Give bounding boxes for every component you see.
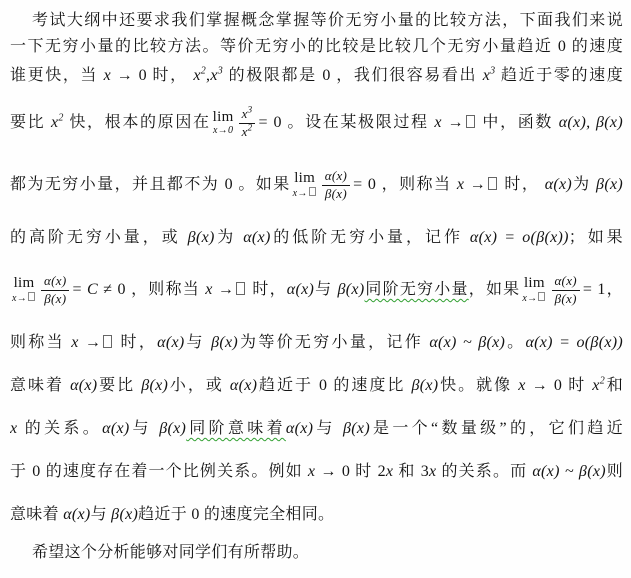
math-variable: α(x) [324, 167, 348, 183]
text-run: 时， [247, 281, 287, 298]
math-text: 3 [420, 463, 429, 480]
math-variable: x [518, 377, 526, 394]
text-run: 趋近于 [257, 377, 320, 394]
fraction-denominator [41, 290, 69, 307]
limit-subscript: x→ [293, 187, 317, 199]
limit-subscript: x→0 [212, 125, 234, 137]
math-text: 2 [377, 463, 386, 480]
text-run: 时， [498, 176, 545, 193]
limit-word: lim [212, 109, 234, 126]
text-run: 一下无穷小量的比较方法。等价无穷小的比较是比较几个无穷小量趋近 [10, 38, 558, 55]
math-text: → [213, 281, 248, 298]
text-line-4 [10, 92, 623, 154]
math-variable: x [103, 67, 112, 84]
text-run: 的速度完全相同。 [199, 506, 335, 523]
math-text: → [464, 176, 499, 193]
math-variable: β(x) [159, 420, 187, 437]
text-run: 与 [90, 506, 112, 523]
superscript-exponent: 3 [247, 104, 253, 115]
text-line-11 [10, 450, 623, 493]
text-run: 则 [605, 463, 623, 480]
math-variable: β(x) [554, 290, 577, 306]
text-run: 的关系。 [17, 420, 103, 437]
math-variable: β(x) [111, 506, 139, 523]
text-run: 意味着 [10, 506, 64, 523]
text-run: 则称当 [10, 334, 72, 351]
text-run: 时 [562, 377, 593, 394]
math-variable: α(x) [286, 281, 315, 298]
text-run: 趋近于 [138, 506, 192, 523]
fraction [551, 274, 579, 307]
fraction [322, 169, 350, 202]
text-run: ，则称当 [125, 281, 206, 298]
text-line-8 [10, 321, 623, 364]
limit-operator [213, 110, 234, 136]
math-power: $x^3$ [482, 65, 496, 84]
math-text: 0 [32, 463, 41, 480]
text-run: 与 [129, 420, 160, 437]
math-variable: α(x) [70, 377, 98, 394]
text-run: 与 [313, 420, 344, 437]
text-run: 快，根本的原因在 [63, 114, 211, 131]
limit-word: lim [523, 275, 545, 292]
text-run: 趋近于零的速度 [495, 67, 623, 84]
text-line-12 [10, 493, 623, 536]
math-variable: α(x) [544, 176, 573, 193]
superscript-exponent: 2 [58, 112, 64, 124]
fraction-denominator [552, 290, 580, 307]
math-text: = 0 [258, 114, 282, 131]
math-variable: x [434, 114, 442, 131]
text-line-6 [10, 216, 623, 259]
math-text: , [206, 67, 211, 84]
text-run: 希望这个分析能够对同学们有所帮助。 [32, 544, 310, 561]
math-power: $x^2$ [50, 112, 64, 131]
fraction-numerator [41, 274, 69, 290]
text-run: 是一个“数量级”的，它们趋近 [369, 420, 623, 437]
limit-operator [12, 276, 36, 304]
text-line-13 [10, 536, 623, 574]
math-variable: β(x) [324, 185, 347, 201]
text-run: 快。就像 [438, 377, 519, 394]
text-run: 的极限都是 [223, 67, 323, 84]
math-text: 0 [322, 67, 331, 84]
missing-glyph-box [538, 292, 545, 301]
math-text: = 1 [582, 281, 606, 298]
text-line-7 [10, 259, 623, 321]
text-run: 考试大纲中还要求我们掌握概念掌握等价无穷小量的比较方法，下面我们来说 [32, 12, 623, 29]
math-variable: α(x) [157, 334, 185, 351]
math-variable: β(x) [141, 377, 169, 394]
math-power: $x^2$ [592, 375, 605, 394]
grammar-squiggle-text: 同阶无穷小量 [364, 281, 469, 298]
superscript-exponent: 2 [247, 122, 253, 133]
text-run: ，则称当 [376, 176, 457, 193]
math-variable: β(x) [596, 176, 623, 193]
math-power: $x^3$ [210, 65, 224, 84]
math-text: = 0 [353, 176, 377, 193]
text-run: 要比 [10, 114, 51, 131]
math-variable: α(x) [63, 506, 91, 523]
text-run: 谁更快，当 [10, 67, 104, 84]
math-variable: α(x) [554, 272, 577, 288]
math-text: → 0 [525, 377, 563, 394]
text-run: 与 [314, 281, 338, 298]
math-variable: β(x) [211, 334, 239, 351]
math-text: → [442, 114, 477, 131]
math-text: → 0 [111, 67, 147, 84]
text-run: 中，函数 [476, 114, 559, 131]
limit-operator [522, 276, 546, 304]
superscript-exponent: 3 [490, 65, 496, 77]
math-variable: α(x) [285, 420, 314, 437]
math-variable: α(x) [229, 377, 258, 394]
math-variable: α(x) ~ β(x) [532, 463, 606, 480]
text-run: 时， [114, 334, 158, 351]
grammar-squiggle-text: 同阶意味着 [186, 420, 286, 437]
text-run: 小，或 [168, 377, 230, 394]
text-run: 的速度比 [327, 377, 412, 394]
text-run: ，如果 [468, 281, 521, 298]
math-variable: α(x) = o(β(x)) [469, 229, 569, 246]
math-power: $x^3$ [241, 104, 253, 121]
text-run: 为等价无穷小量，记作 [238, 334, 430, 351]
math-variable: x [307, 463, 316, 480]
math-variable: C [87, 281, 99, 298]
math-text: → [79, 334, 115, 351]
fraction-denominator [239, 123, 256, 140]
math-variable: α(x) [102, 420, 130, 437]
math-variable: β(x) [337, 281, 365, 298]
limit-subscript: x→ [12, 292, 36, 304]
superscript-exponent: 2 [200, 65, 207, 77]
text-run: 的高阶无穷小量，或 [10, 229, 188, 246]
text-run: 为 [572, 176, 597, 193]
text-run: 都为无穷小量，并且都不为 [10, 176, 225, 193]
missing-glyph-box [488, 177, 497, 190]
math-text: = [72, 281, 88, 298]
math-power: $x^2$ [241, 122, 253, 139]
text-run: 时， [146, 67, 194, 84]
fraction [41, 274, 69, 307]
text-line-2 [10, 34, 623, 60]
text-run: 的低阶无穷小量，记作 [270, 229, 470, 246]
missing-glyph-box [103, 335, 112, 348]
math-variable: α(x) ~ β(x) [429, 334, 506, 351]
text-run: 。如果 [232, 176, 291, 193]
superscript-exponent: 3 [217, 65, 224, 77]
math-text: 0 [319, 377, 328, 394]
limit-subscript: x→ [522, 292, 546, 304]
math-variable: α(x) = o(β(x)) [525, 334, 623, 351]
text-run: 。设在某极限过程 [281, 114, 435, 131]
text-run: ，我们很容易看出 [330, 67, 483, 84]
math-text: 0 [557, 38, 567, 55]
math-text: 0 [191, 506, 200, 523]
missing-glyph-box [466, 115, 475, 128]
text-run: ；如果 [568, 229, 623, 246]
fraction-numerator [322, 169, 350, 185]
text-run: 的速度存在着一个比例关系。例如 [40, 463, 308, 480]
text-line-10 [10, 407, 623, 450]
text-run: 于 [10, 463, 33, 480]
math-variable: β(x) [411, 377, 439, 394]
fraction-numerator [239, 104, 256, 123]
text-run: 与 [184, 334, 212, 351]
limit-operator [293, 171, 317, 199]
text-run: ， [605, 281, 623, 298]
text-line-1 [10, 8, 623, 34]
fraction-numerator [551, 274, 579, 290]
math-variable: x [205, 281, 213, 298]
math-variable: β(x) [44, 290, 67, 306]
missing-glyph-box [309, 187, 316, 196]
fraction-denominator [322, 185, 350, 202]
math-text: → 0 [315, 463, 351, 480]
text-run: 和 [393, 463, 421, 480]
fraction [239, 104, 256, 140]
text-run: 和 [605, 377, 623, 394]
math-power: $x^2$ [193, 65, 207, 84]
text-line-3 [10, 60, 623, 92]
math-variable: x [10, 420, 18, 437]
math-variable: α(x) [44, 272, 67, 288]
text-run: 时 [350, 463, 378, 480]
text-run: 。 [505, 334, 526, 351]
math-variable: x [429, 463, 437, 480]
text-run: 要比 [97, 377, 142, 394]
limit-word: lim [294, 170, 316, 187]
math-variable: x [385, 463, 394, 480]
missing-glyph-box [236, 282, 245, 295]
text-line-9 [10, 364, 623, 407]
math-variable: β(x) [187, 229, 215, 246]
limit-word: lim [13, 275, 35, 292]
superscript-exponent: 2 [599, 375, 605, 387]
text-line-5 [10, 154, 623, 216]
math-text: 0 [224, 176, 233, 193]
text-run: 意味着 [10, 377, 71, 394]
text-run: 的速度 [566, 38, 623, 55]
math-variable: x [71, 334, 79, 351]
text-run: 为 [214, 229, 244, 246]
math-variable: x [456, 176, 465, 193]
text-run: 的关系。而 [436, 463, 533, 480]
math-text: ≠ 0 [98, 281, 126, 298]
math-variable: α(x) [243, 229, 271, 246]
math-variable: α(x), β(x) [558, 114, 623, 131]
math-variable: β(x) [343, 420, 370, 437]
missing-glyph-box [28, 292, 35, 301]
